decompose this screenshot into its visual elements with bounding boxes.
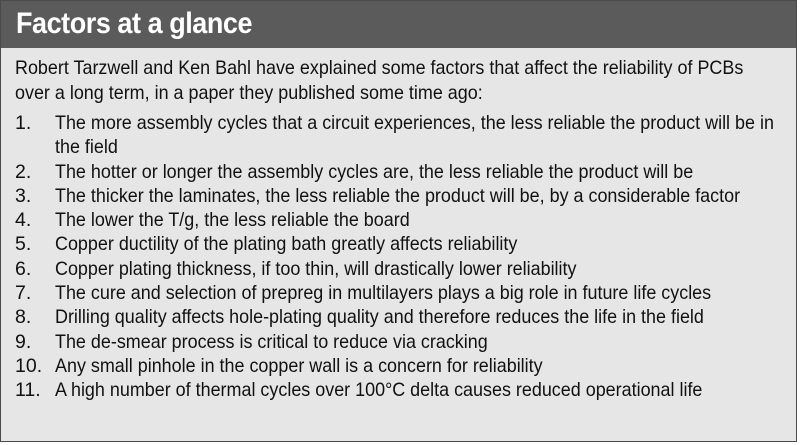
factors-list: [15, 111, 787, 403]
list-item-number: 2.: [15, 160, 32, 183]
list-item-text: The de-smear process is critical to reduce via cracking: [55, 330, 488, 353]
list-item: [15, 257, 787, 281]
panel-content: [15, 56, 787, 403]
list-item: [15, 160, 787, 184]
list-item-text: Drilling quality affects hole-plating quality and therefore reduces the life in the field: [55, 306, 704, 329]
intro-paragraph: Robert Tarzwell and Ken Bahl have explained some factors that affect the reliability of PCBs over a long term, in a paper they published some time ago:: [15, 57, 744, 104]
list-item-text: A high number of thermal cycles over 100°C delta causes reduced operational life: [55, 379, 703, 402]
list-item-number: 5.: [15, 233, 32, 256]
list-item: [15, 184, 787, 208]
list-item: [15, 111, 787, 160]
list-item-text: Copper plating thickness, if too thin, will drastically lower reliability: [55, 257, 577, 280]
panel-header: [1, 1, 796, 48]
list-item: [15, 305, 787, 329]
list-item-text: Copper ductility of the plating bath greatly affects reliability: [55, 233, 518, 256]
list-item-number: 4.: [15, 209, 32, 232]
panel-title: Factors at a glance: [16, 7, 253, 40]
list-item-number: 1.: [15, 112, 32, 134]
list-item-number: 7.: [15, 282, 32, 305]
list-item-text: The cure and selection of prepreg in multilayers plays a big role in future life cycles: [55, 282, 712, 305]
list-item-number: 10.: [15, 354, 43, 377]
list-item-number: 9.: [15, 330, 32, 353]
list-item: [15, 354, 787, 378]
list-item: [15, 378, 787, 402]
list-item-number: 6.: [15, 257, 32, 280]
list-item: [15, 232, 787, 256]
list-item-number: 3.: [15, 184, 32, 207]
list-item-text: Any small pinhole in the copper wall is a concern for reliability: [55, 354, 543, 377]
list-item: [15, 330, 787, 354]
list-item-number: 11.: [15, 379, 41, 402]
list-item-text: The thicker the laminates, the less reliable the product will be, by a considerable factor: [55, 184, 741, 207]
list-item-number: 8.: [15, 306, 32, 329]
list-item-text: The lower the T/g, the less reliable the board: [55, 209, 410, 232]
list-item: [15, 281, 787, 305]
list-item-text: The more assembly cycles that a circuit experiences, the less reliable the product will be in the field: [55, 112, 774, 159]
list-item-text: The hotter or longer the assembly cycles are, the less reliable the product will be: [55, 160, 694, 183]
list-item: [15, 208, 787, 232]
